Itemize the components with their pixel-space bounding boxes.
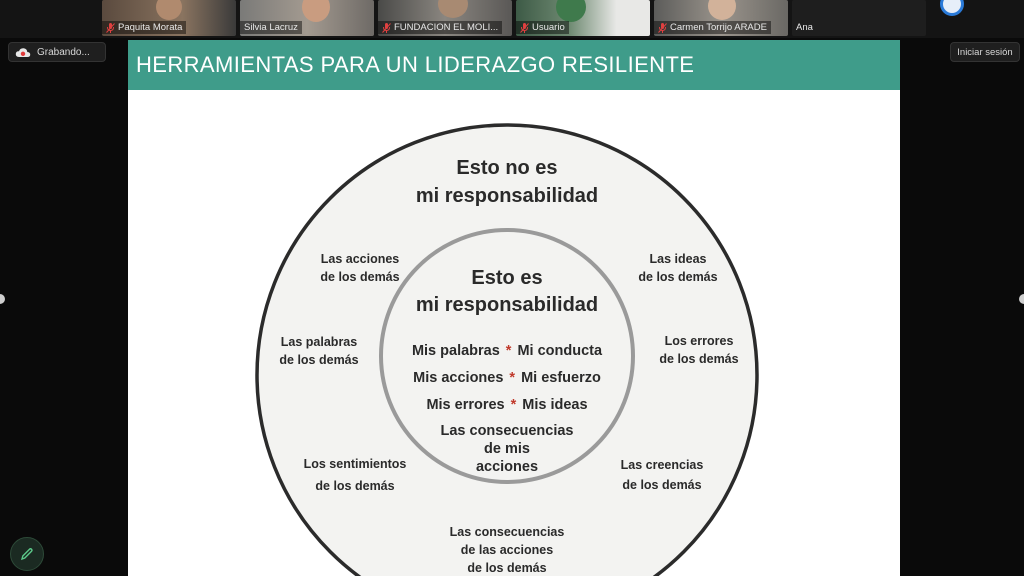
outer-item-consecuencias bbox=[407, 523, 607, 576]
participant-name: FUNDACION EL MOLI... bbox=[394, 22, 499, 33]
participant-namebar bbox=[654, 21, 771, 34]
inner-title-line2: mi responsabilidad bbox=[415, 294, 599, 316]
outer-item-line: Los errores bbox=[664, 334, 734, 348]
inner-consecuencias-line: de mis bbox=[484, 441, 530, 457]
participant-namebar bbox=[378, 21, 502, 34]
participant-tile-carmen[interactable] bbox=[654, 0, 788, 36]
star-separator: * bbox=[509, 370, 516, 386]
outer-item-line: de los demás bbox=[315, 479, 395, 493]
shared-slide bbox=[128, 40, 900, 576]
outer-item-line: de los demás bbox=[622, 478, 702, 492]
outer-item-line: de los demás bbox=[659, 352, 739, 366]
inner-row-right: Mi conducta bbox=[517, 343, 603, 359]
outer-title bbox=[357, 154, 657, 210]
outer-item-line: de las acciones bbox=[460, 543, 554, 557]
participant-tile-fundacion[interactable] bbox=[378, 0, 512, 36]
outer-item-line: de los demás bbox=[320, 270, 400, 284]
participant-tile-silvia[interactable] bbox=[240, 0, 374, 36]
participant-namebar bbox=[516, 21, 569, 34]
participant-name: Paquita Morata bbox=[118, 22, 183, 33]
signin-button[interactable] bbox=[950, 42, 1020, 62]
outer-item-errores bbox=[619, 332, 779, 368]
participant-tile-usuario[interactable] bbox=[516, 0, 650, 36]
outer-item-palabras bbox=[239, 333, 399, 369]
mic-off-icon bbox=[658, 23, 667, 33]
participant-name: Ana bbox=[796, 22, 813, 33]
outer-item-line: Las acciones bbox=[320, 252, 400, 266]
inner-row-right: Mi esfuerzo bbox=[521, 370, 601, 386]
slide-title: HERRAMIENTAS PARA UN LIDERAZGO RESILIENTE bbox=[136, 52, 695, 77]
outer-title-line2: mi responsabilidad bbox=[415, 185, 599, 207]
inner-row-1 bbox=[377, 341, 637, 362]
inner-title-line1: Esto es bbox=[471, 267, 543, 289]
inner-row-2 bbox=[377, 368, 637, 389]
right-scroll-handle[interactable] bbox=[1019, 294, 1024, 304]
inner-consecuencias-line: Las consecuencias bbox=[440, 423, 574, 439]
outer-item-line: Las ideas bbox=[649, 252, 707, 266]
inner-row-left: Mis acciones bbox=[413, 370, 504, 386]
outer-item-line: de los demás bbox=[467, 561, 547, 575]
recording-label: Grabando... bbox=[37, 46, 90, 58]
outer-item-line: Los sentimientos bbox=[303, 457, 407, 471]
inner-row-right: Mis ideas bbox=[522, 397, 588, 413]
left-scroll-handle[interactable] bbox=[0, 294, 5, 304]
outer-item-line: Las creencias bbox=[620, 458, 704, 472]
participant-namebar bbox=[102, 21, 186, 34]
outer-item-line: de los demás bbox=[638, 270, 718, 284]
pencil-icon bbox=[20, 547, 34, 561]
participant-tile-ana[interactable] bbox=[792, 0, 926, 36]
mic-off-icon bbox=[106, 23, 115, 33]
profile-avatar-button[interactable] bbox=[940, 0, 964, 16]
participant-name: Silvia Lacruz bbox=[244, 22, 298, 33]
inner-title bbox=[377, 265, 637, 319]
signin-label: Iniciar sesión bbox=[957, 46, 1013, 58]
star-separator: * bbox=[510, 397, 517, 413]
outer-title-line1: Esto no es bbox=[456, 157, 558, 179]
inner-row-3 bbox=[377, 395, 637, 416]
inner-row-left: Mis palabras bbox=[411, 343, 500, 359]
mic-off-icon bbox=[520, 23, 529, 33]
participant-name: Usuario bbox=[532, 22, 565, 33]
inner-consecuencias bbox=[377, 422, 637, 476]
outer-item-line: Las palabras bbox=[280, 335, 358, 349]
mic-off-icon bbox=[382, 23, 391, 33]
participant-strip bbox=[0, 0, 1024, 38]
participant-name: Carmen Torrijo ARADE bbox=[670, 22, 767, 33]
participant-tile-paquita[interactable] bbox=[102, 0, 236, 36]
inner-consecuencias-line: acciones bbox=[475, 459, 539, 475]
annotate-button[interactable] bbox=[10, 537, 44, 571]
recording-indicator[interactable] bbox=[8, 42, 106, 62]
outer-item-line: de los demás bbox=[279, 353, 359, 367]
inner-row-left: Mis errores bbox=[426, 397, 505, 413]
participant-namebar bbox=[240, 21, 302, 34]
cloud-record-icon bbox=[15, 47, 31, 58]
star-separator: * bbox=[505, 343, 512, 359]
participant-namebar bbox=[792, 21, 817, 34]
outer-item-line: Las consecuencias bbox=[449, 525, 565, 539]
